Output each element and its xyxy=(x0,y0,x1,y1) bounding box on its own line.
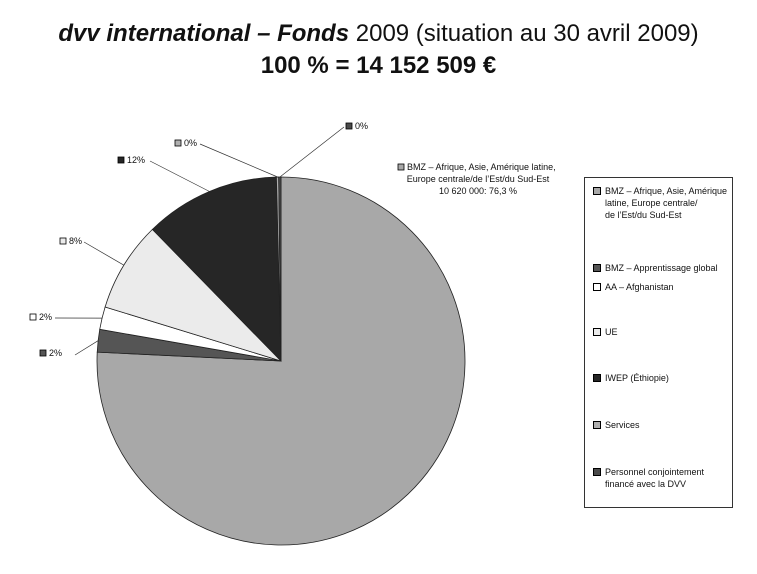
leader-line-4 xyxy=(150,161,210,192)
title-plain-part: 2009 (situation au 30 avril 2009) xyxy=(355,20,699,47)
slice-label-text: 2% xyxy=(39,312,53,322)
legend-item xyxy=(593,326,733,338)
slice-label-text: Europe centrale/de l’Est/du Sud-Est xyxy=(406,174,550,184)
slice-label-0 xyxy=(398,162,556,196)
slice-label-6 xyxy=(346,121,368,131)
legend-swatch xyxy=(593,374,601,382)
legend-item xyxy=(593,262,733,274)
slice-label-swatch xyxy=(175,140,181,146)
slice-label-text: 2% xyxy=(49,348,63,358)
legend-item xyxy=(593,281,733,293)
title-line-2: 100 % = 14 152 509 € xyxy=(260,52,497,79)
legend-swatch xyxy=(593,187,601,195)
slice-label-text: BMZ – Afrique, Asie, Amérique latine, xyxy=(407,162,556,172)
legend-label: BMZ – Apprentissage global xyxy=(605,263,718,273)
slice-label-text: 12% xyxy=(127,155,146,165)
legend-label: BMZ – Afrique, Asie, Amérique latine, Europe centrale/ de l’Est/du Sud-Est xyxy=(605,186,728,220)
legend-swatch xyxy=(593,264,601,272)
legend-item xyxy=(593,466,733,490)
title-italic-part: dvv international – Fonds xyxy=(58,20,350,47)
slice-label-text: 10 620 000: 76,3 % xyxy=(438,186,518,196)
legend-label: Personnel conjointement financé avec la DVV xyxy=(605,467,705,489)
slice-label-swatch xyxy=(398,164,404,170)
legend-item xyxy=(593,419,733,431)
legend-label: IWEP (Éthiopie) xyxy=(605,373,669,383)
leader-line-5 xyxy=(200,144,278,177)
legend-swatch xyxy=(593,421,601,429)
slice-label-swatch xyxy=(40,350,46,356)
legend-item xyxy=(593,185,733,221)
legend-label: Services xyxy=(605,420,640,430)
slice-label-swatch xyxy=(30,314,36,320)
slice-label-text: 0% xyxy=(184,138,198,148)
legend-swatch xyxy=(593,283,601,291)
slice-label-swatch xyxy=(346,123,352,129)
slice-label-3 xyxy=(60,236,82,246)
legend-item xyxy=(593,372,733,384)
legend-label: AA – Afghanistan xyxy=(605,282,674,292)
slice-label-text: 8% xyxy=(69,236,83,246)
leader-line-3 xyxy=(84,242,124,265)
legend-swatch xyxy=(593,328,601,336)
slice-label-5 xyxy=(175,138,197,148)
slice-label-swatch xyxy=(118,157,124,163)
leader-line-1 xyxy=(75,341,98,355)
slice-label-2 xyxy=(30,312,52,322)
slice-label-text: 0% xyxy=(355,121,369,131)
slice-label-4 xyxy=(118,155,145,165)
leader-line-6 xyxy=(280,127,344,177)
chart-legend xyxy=(584,177,733,508)
legend-label: UE xyxy=(605,327,618,337)
legend-swatch xyxy=(593,468,601,476)
slice-label-1 xyxy=(40,348,62,358)
slice-label-swatch xyxy=(60,238,66,244)
